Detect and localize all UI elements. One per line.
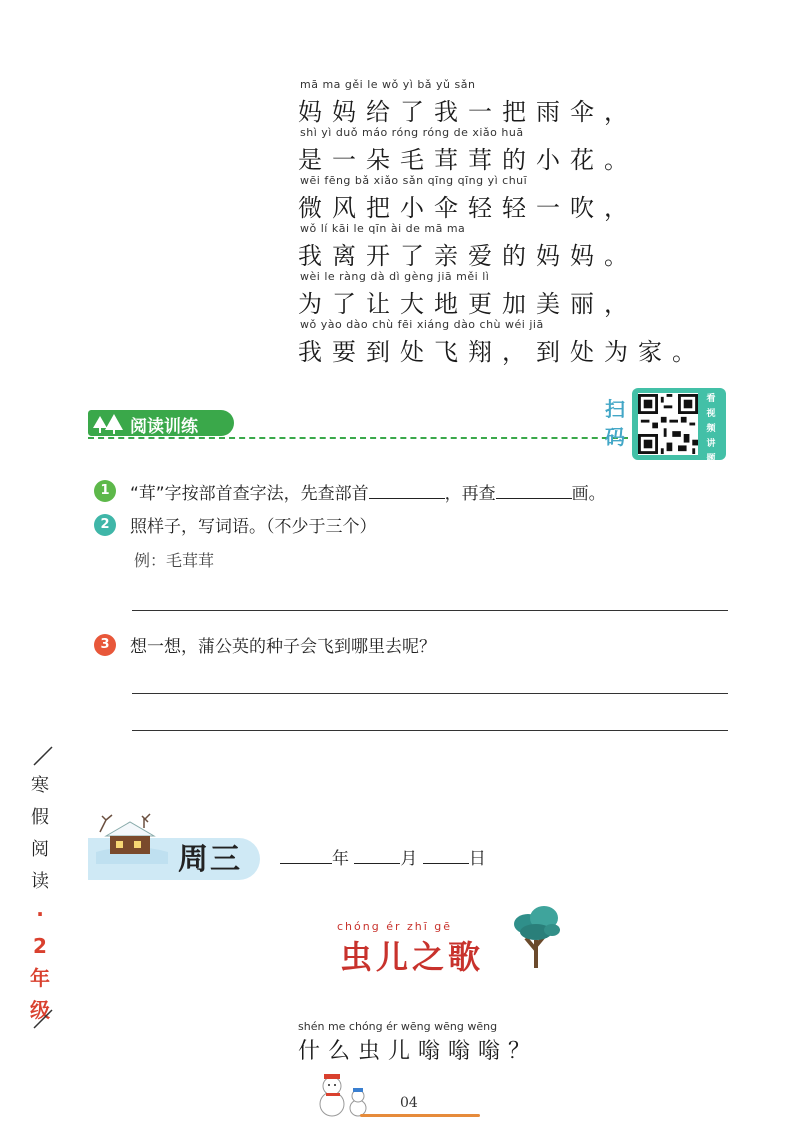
poem-line [298,318,706,366]
day-blank[interactable] [423,849,469,864]
first-line-pinyin: shén me chóng ér wēng wēng wēng [298,1020,498,1033]
qr-caption-char: 视 [706,409,716,419]
question-1 [130,479,606,504]
side-char: 年 [30,966,50,990]
tree-icon [92,414,126,434]
day-heading: 周三 [178,842,242,877]
question-number-badge: 2 [94,514,116,536]
answer-line[interactable] [132,693,728,694]
poem-line [298,270,638,318]
qr-code-icon[interactable] [638,393,698,455]
qr-caption-char: 看 [706,394,716,404]
question-text: 画。 [571,484,606,504]
poem-line-text: 我离开了亲爱的妈妈。 [298,242,638,270]
qr-caption-char: 题 [706,454,716,464]
page-number-underline [360,1114,480,1117]
first-line-text: 什么虫儿嗡嗡嗡？ [298,1039,539,1064]
question-text: “茸”字按部首查字法，先查部首 [130,484,369,504]
question-3-text: 想一想，蒲公英的种子会飞到哪里去呢？ [130,637,436,657]
poem-line-pinyin: wǒ lí kāi le qīn ài de mā ma [300,222,466,235]
poem-line-pinyin: shì yì duǒ máo róng róng de xiǎo huā [300,126,524,139]
poem-line-pinyin: wǒ yào dào chù fēi xiáng dào chù wéi jiā [300,318,544,331]
answer-line[interactable] [132,730,728,731]
scan-char: 扫 [605,397,625,421]
answer-blank-radical[interactable] [369,484,445,499]
year-blank[interactable] [280,849,332,864]
tree-icon [508,900,564,970]
question-text: ，再查 [444,484,496,504]
poem-line-text: 妈妈给了我一把雨伞， [298,98,638,126]
section-divider [88,437,628,439]
poem-line-text: 微风把小伞轻轻一吹， [298,194,638,222]
poem-line [298,174,638,222]
side-char: 2 [33,934,47,958]
title-pinyin: chóng ér zhī gē [337,920,453,933]
reading-training-label: 阅读训练 [130,417,198,437]
qr-caption-char: 讲 [706,439,716,449]
snowman-icon [310,1068,374,1118]
side-slash-bottom [30,1008,56,1030]
side-label [26,770,54,1026]
year-label: 年 [332,849,349,869]
example-text: 例：毛茸茸 [134,551,215,570]
poem-line-pinyin: wēi fēng bǎ xiǎo sǎn qīng qīng yì chuī [300,174,528,187]
question-number-badge: 3 [94,634,116,656]
snow-cabin-icon [92,812,172,864]
poem-line-text: 为了让大地更加美丽， [298,290,638,318]
poem-line [298,78,638,126]
page-number: 04 [400,1095,418,1111]
poem-line-text: 我要到处飞翔，到处为家。 [298,338,706,366]
scan-label [604,395,626,451]
day-label: 日 [468,849,486,869]
question-2-text: 照样子，写词语。（不少于三个） [130,517,377,537]
month-blank[interactable] [354,849,400,864]
side-char: 级 [30,998,50,1022]
side-char: 寒 [31,775,49,796]
side-char: 阅 [31,839,49,860]
month-label: 月 [400,849,418,869]
side-char: · [36,902,44,926]
side-char: 读 [31,871,49,892]
story-title: 虫儿之歌 [340,938,485,976]
qr-caption [700,392,722,467]
poem-line-text: 是一朵毛茸茸的小花。 [298,146,638,174]
question-number-badge: 1 [94,480,116,502]
poem-line [298,126,638,174]
answer-blank-strokes[interactable] [496,484,572,499]
date-fields [280,844,486,869]
side-slash-top [30,745,56,767]
answer-line[interactable] [132,610,728,611]
scan-char: 码 [605,425,625,449]
poem-line [298,222,638,270]
side-char: 假 [31,807,49,828]
qr-caption-char: 频 [706,424,716,434]
poem [298,78,706,366]
poem-line-pinyin: mā ma gěi le wǒ yì bǎ yǔ sǎn [300,78,476,91]
poem-line-pinyin: wèi le ràng dà dì gèng jiā měi lì [300,270,490,283]
